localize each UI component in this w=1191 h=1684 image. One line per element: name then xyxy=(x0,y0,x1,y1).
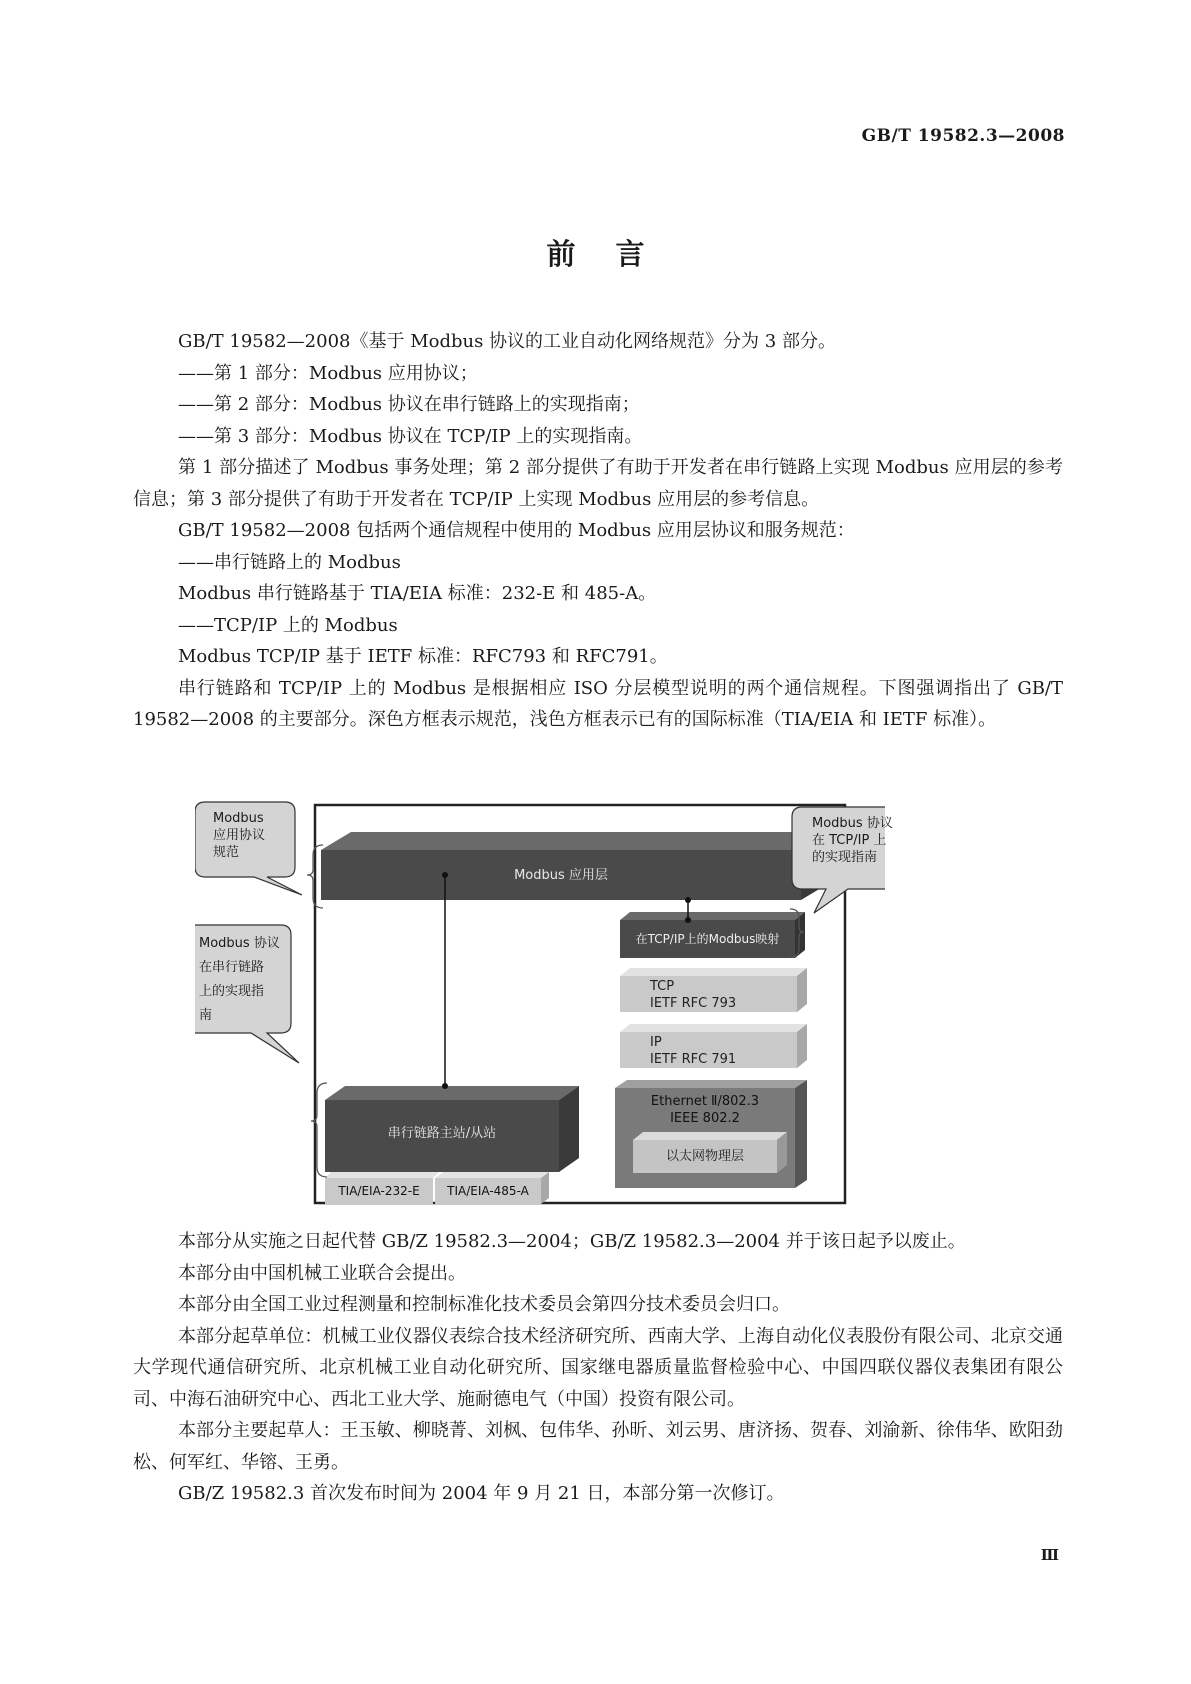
paragraph: 本部分由全国工业过程测量和控制标准化技术委员会第四分技术委员会归口。 xyxy=(178,1294,790,1315)
paragraph: ——第 2 部分：Modbus 协议在串行链路上的实现指南； xyxy=(178,394,640,415)
paragraph: ——串行链路上的 Modbus xyxy=(178,551,401,573)
paragraph: ——第 1 部分：Modbus 应用协议； xyxy=(178,362,478,384)
box-tcp: TCP IETF RFC 793 xyxy=(650,979,737,1011)
foreword-text-top xyxy=(133,326,1063,736)
paragraph: GB/T 19582—2008《基于 Modbus 协议的工业自动化网络规范》分为 3 部分。 xyxy=(178,331,836,352)
box-ip: IP IETF RFC 791 xyxy=(650,1035,737,1067)
paragraph: GB/Z 19582.3 首次发布时间为 2004 年 9 月 21 日，本部分第一次修订。 xyxy=(178,1483,785,1504)
paragraph: 本部分由中国机械工业联合会提出。 xyxy=(178,1262,466,1284)
paragraph: 串行链路和 TCP/IP 上的 Modbus 是根据相应 ISO 分层模型说明的两个通信规程。下图强调指出了 GB/T 19582—2008 的主要部分。深色方框表示规范，浅色方框表示已有的国际标准（TIA/EIA 和 IETF 标准）。 xyxy=(133,677,1063,730)
standard-code: GB/T 19582.3—2008 xyxy=(861,126,1065,146)
paragraph: GB/T 19582—2008 包括两个通信规程中使用的 Modbus 应用层协议和服务规范： xyxy=(178,520,855,541)
box-tia-485: TIA/EIA-485-A xyxy=(447,1184,529,1198)
box-tia-232: TIA/EIA-232-E xyxy=(338,1184,420,1198)
callout-tcp-guide: Modbus 协议 在 TCP/IP 上 的实现指南 xyxy=(812,816,893,865)
callout-serial-guide: Modbus 协议 在串行链路 上的实现指 南 xyxy=(199,936,280,1023)
paragraph: 本部分从实施之日起代替 GB/Z 19582.3—2004；GB/Z 19582.3—2004 并于该日起予以废止。 xyxy=(178,1231,966,1252)
box-tcp-mapping: 在TCP/IP上的Modbus映射 xyxy=(635,932,780,946)
paragraph: ——TCP/IP 上的 Modbus xyxy=(178,614,398,636)
box-app-layer: Modbus 应用层 xyxy=(514,868,608,883)
foreword-text-bottom xyxy=(133,1226,1063,1510)
paragraph: 本部分主要起草人：王玉敏、柳晓菁、刘枫、包伟华、孙昕、刘云男、唐济扬、贺春、刘渝新、徐伟华、欧阳劲松、何军红、华镕、王勇。 xyxy=(133,1420,1063,1473)
box-ethernet: Ethernet Ⅱ/802.3 IEEE 802.2 xyxy=(650,1094,760,1126)
paragraph: Modbus 串行链路基于 TIA/EIA 标准：232-E 和 485-A。 xyxy=(178,583,657,604)
page-title: 前言 xyxy=(546,237,685,271)
box-eth-phy: 以太网物理层 xyxy=(665,1149,744,1164)
paragraph: ——第 3 部分：Modbus 协议在 TCP/IP 上的实现指南。 xyxy=(178,425,643,447)
callout-app-protocol: Modbus 应用协议 规范 xyxy=(213,811,266,860)
paragraph: 第 1 部分描述了 Modbus 事务处理；第 2 部分提供了有助于开发者在串行链路上实现 Modbus 应用层的参考信息；第 3 部分提供了有助于开发者在 TCP/IP 上实现 Modbus 应用层的参考信息。 xyxy=(133,457,1063,510)
box-serial-master-slave: 串行链路主站/从站 xyxy=(387,1126,497,1141)
page-number: Ⅲ xyxy=(1040,1546,1059,1564)
paragraph: 本部分起草单位：机械工业仪器仪表综合技术经济研究所、西南大学、上海自动化仪表股份有限公司、北京交通大学现代通信研究所、北京机械工业自动化研究所、国家继电器质量监督检验中心、中国四联仪器仪表集团有限公司、中海石油研究中心、西北工业大学、施耐德电气（中国）投资有限公司。 xyxy=(133,1325,1063,1410)
modbus-architecture-diagram xyxy=(195,780,893,1210)
paragraph: Modbus TCP/IP 基于 IETF 标准：RFC793 和 RFC791。 xyxy=(178,646,668,667)
